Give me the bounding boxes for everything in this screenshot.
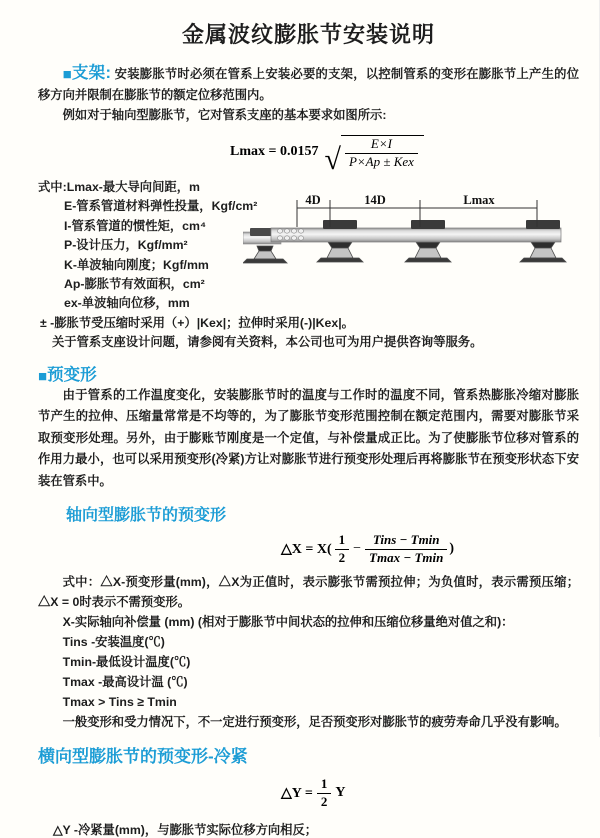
- delta-y-formula: [281, 777, 579, 810]
- predeform-paragraph: 由于管系的工作温度变化，安装膨胀节时的温度与工作时的温度不同，管系热膨胀冷缩对膨胀节产生的拉伸、压缩量常常是不均等的，为了膨胀节变形范围控制在额定范围内，需要对膨胀节采取预变形处理。另外，由于膨账节刚度是一个定值，与补偿量成正比。为了使膨胀节位移对管系的作用力最小，也可以采用预变形(冷紧)方让对膨胀节进行预变形处理后再将膨胀节在预变形状态下安装在管系中。: [38, 387, 579, 488]
- definition-line: K-单波轴向刚度；Kgf/mm: [64, 257, 209, 272]
- axial-note-line: Tmax -最高设计温 (℃): [62, 674, 188, 689]
- pipe-clamps: [323, 220, 560, 229]
- axial-note-line: 式中：△X-预变形量(mm)，△X为正值时，表示膨张节需预拉伸；为负值时，表示需预压缩；△X = 0时表示不需预变形。: [38, 574, 579, 609]
- sqrt-expression: [324, 135, 423, 176]
- definition-line: I-管系管道的惯性矩，cm⁴: [64, 218, 207, 233]
- definition-line: P-设计压力，Kgf/mm²: [64, 238, 188, 253]
- close-paren: ): [449, 541, 455, 557]
- fraction-denominator: 2: [320, 793, 328, 809]
- support-example-line: 例如对于轴向型膨胀节，它对管系支座的基本要求如图所示:: [62, 108, 387, 122]
- support-intro-text: 安装膨胀节时必须在管系上安装必要的支架，以控制管系的变形在膨胀节上产生的位移方向并限制在膨胀节的额定位移范围内。: [38, 67, 580, 102]
- axial-subheading: 轴向型膨胀节的预变形: [66, 507, 227, 525]
- delta-x-formula: [281, 533, 579, 566]
- support-intro-paragraph: [38, 63, 579, 105]
- dim-label-4d: 4D: [305, 193, 321, 207]
- lmax-formula: [230, 135, 579, 176]
- lmax-fraction-denominator: P×Ap ± Kex: [348, 153, 414, 169]
- radical-sign: √: [324, 142, 341, 176]
- definition-line: E-管系管道材料弹性投量，Kgf/cm²: [64, 199, 258, 214]
- axial-note-line: 一般变形和受力情况下，不一定进行预变形，足否预变形对膨胀节的疲劳寿命几乎没有影响。: [62, 714, 567, 729]
- page-title: 金属波纹膨胀节安装说明: [181, 22, 435, 47]
- support-section-heading: 支架:: [71, 64, 111, 82]
- section-square-icon: ■: [62, 66, 72, 83]
- definition-line: ± -膨胀节受压缩时采用（+）|Kex|；拉伸时采用(-)|Kex|。: [40, 315, 354, 330]
- delta-x-lhs: △X = X(: [281, 541, 332, 557]
- lateral-subheading: 横向型膨胀节的预变形-冷紧: [38, 746, 248, 766]
- definition-line: ex-单波轴向位移，mm: [64, 296, 190, 311]
- consult-note-line: 关于管系支座设计问题，请参阅有关资料，本公司也可为用户提供咨询等服务。: [52, 335, 483, 350]
- one-half-fraction: [335, 533, 350, 566]
- minus-operator: −: [353, 541, 362, 557]
- delta-y-lhs: △Y =: [281, 785, 313, 801]
- main-pipe: [271, 228, 561, 242]
- pipe-support-pedestals: [243, 242, 566, 263]
- left-anchor-block: [250, 228, 274, 236]
- axial-note-line: Tmin-最低设计温度(℃): [62, 654, 191, 669]
- fraction-numerator: 1: [335, 533, 350, 550]
- dim-label-14d: 14D: [364, 193, 386, 207]
- predeform-section-heading-row: [38, 361, 579, 385]
- axial-note-line: Tins -安装温度(℃): [62, 634, 165, 649]
- one-half-fraction: [317, 777, 332, 810]
- lmax-fraction: [345, 137, 418, 170]
- definition-line: Ap-膨胀节有效面积，cm²: [64, 276, 205, 291]
- section-square-icon: ■: [38, 367, 48, 385]
- fraction-denominator: Tmax − Tmin: [369, 549, 444, 565]
- axial-note-line: Tmax > Tins ≥ Tmin: [62, 694, 177, 709]
- predeform-section-heading: 预变形: [47, 365, 97, 384]
- temperature-fraction: [365, 533, 447, 566]
- pipe-support-diagram: [243, 191, 595, 277]
- delta-y-rhs: Y: [335, 785, 346, 801]
- lmax-formula-lhs: Lmax = 0.0157: [230, 144, 319, 160]
- definition-line: 式中:Lmax-最大导向间距，m: [38, 179, 200, 194]
- fraction-numerator: 1: [317, 777, 332, 794]
- lmax-fraction-numerator: E×I: [345, 137, 418, 154]
- lateral-note-line: △Y -冷紧量(mm)，与膨胀节实际位移方向相反；: [53, 822, 318, 837]
- axial-notes-list: [38, 572, 579, 732]
- axial-note-line: X-实际轴向补偿量 (mm) (相对于膨胀节中间状态的拉伸和压缩位移量绝对值之和)：: [62, 614, 514, 629]
- fraction-denominator: 2: [338, 549, 346, 565]
- dim-label-lmax: Lmax: [463, 193, 495, 207]
- fraction-numerator: Tins − Tmin: [365, 533, 447, 550]
